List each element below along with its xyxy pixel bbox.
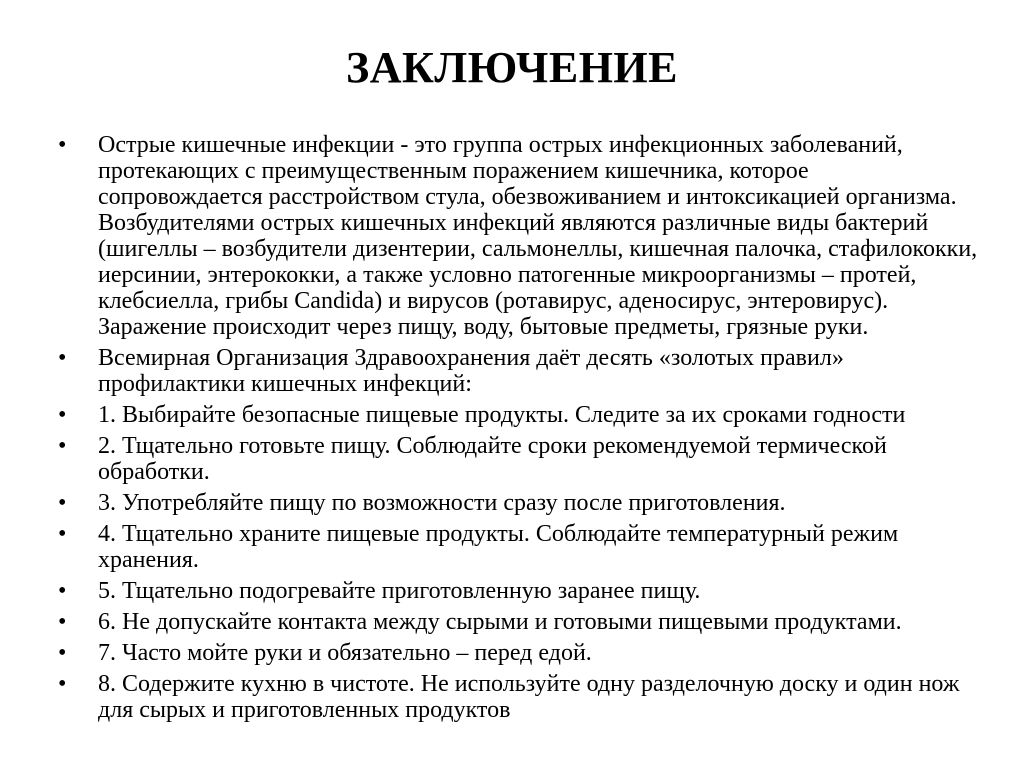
bullet-item [58, 521, 978, 573]
bullet-icon: • [58, 433, 67, 459]
bullet-item [58, 132, 978, 340]
bullet-icon: • [58, 345, 67, 371]
bullet-icon: • [58, 640, 67, 666]
bullet-icon: • [58, 521, 67, 547]
bullet-text: 7. Часто мойте руки и обязательно – перед едой. [98, 640, 592, 666]
bullet-list [58, 132, 978, 728]
bullet-item [58, 490, 978, 516]
bullet-item [58, 345, 978, 397]
bullet-item [58, 578, 978, 604]
bullet-icon: • [58, 609, 67, 635]
bullet-text: 6. Не допускайте контакта между сырыми и готовыми пищевыми продуктами. [98, 609, 902, 635]
bullet-item [58, 640, 978, 666]
bullet-icon: • [58, 490, 67, 516]
bullet-text: 3. Употребляйте пищу по возможности сразу после приготовления. [98, 490, 786, 516]
bullet-text: Всемирная Организация Здравоохранения даёт десять «золотых правил» профилактики кишечных инфекций: [98, 345, 844, 397]
bullet-item [58, 609, 978, 635]
bullet-icon: • [58, 671, 67, 697]
bullet-text: 1. Выбирайте безопасные пищевые продукты. Следите за их сроками годности [98, 402, 906, 428]
bullet-text: 4. Тщательно храните пищевые продукты. Соблюдайте температурный режим хранения. [98, 521, 899, 573]
bullet-item [58, 671, 978, 723]
bullet-text: 8. Содержите кухню в чистоте. Не используйте одну разделочную доску и один нож для сырых и приготовленных продуктов [98, 671, 960, 723]
bullet-text: 5. Тщательно подогревайте приготовленную заранее пищу. [98, 578, 701, 604]
bullet-icon: • [58, 578, 67, 604]
bullet-text: Острые кишечные инфекции - это группа острых инфекционных заболеваний, протекающих с преимущественным поражением кишечника, которое сопровождается расстройством стула, обезвоживанием и интоксикацией организма. Возбудителями острых кишечных инфекций являются различные виды бактерий (шигеллы – возбудители дизентерии, сальмонеллы, кишечная палочка, стафилококки, иерсинии, энтерококки, а также условно патогенные микроорганизмы – протей, клебсиелла, грибы Candida) и вирусов (ротавирус, аденосирус, энтеровирус). Заражение происходит через пищу, воду, бытовые предметы, грязные руки. [98, 132, 978, 340]
bullet-icon: • [58, 402, 67, 428]
slide-title: ЗАКЛЮЧЕНИЕ [346, 43, 678, 92]
bullet-item [58, 402, 978, 428]
bullet-text: 2. Тщательно готовьте пищу. Соблюдайте сроки рекомендуемой термической обработки. [98, 433, 887, 485]
bullet-item [58, 433, 978, 485]
bullet-icon: • [58, 132, 67, 158]
